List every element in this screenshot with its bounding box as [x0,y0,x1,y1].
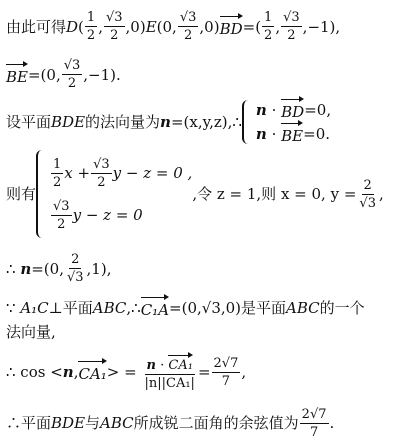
vector-n: n [255,125,267,143]
frac-den: 7 [221,373,231,389]
fraction [357,178,378,211]
fraction [300,407,329,440]
text: y − z = 0 , [112,164,193,182]
brace-symbol [36,150,46,238]
text: x + [64,164,91,182]
fraction [212,356,241,389]
text: ,令 z = 1,则 x = 0, y = [192,185,357,203]
fraction [85,10,97,43]
text: 设平面 [6,113,52,131]
frac-num: √3 [105,10,123,25]
text: , [73,363,79,381]
vector-BE: BE [281,122,303,146]
text: . [329,414,335,432]
frac-num: √3 [93,156,110,172]
paren: ( [78,17,84,36]
vector-BD: BD [220,15,243,39]
text: 则有 [6,185,37,203]
fraction [51,199,72,232]
frac-den: 2 [53,174,62,190]
text: ∴ cos < [6,363,63,381]
text: 的法向量为 [85,113,161,131]
equation-system [50,152,192,236]
text: = [197,363,211,381]
fraction [281,10,302,43]
plane-name: BDE [51,113,86,131]
text: 与 [85,414,101,432]
point-E: E [145,17,157,36]
text: ⊥平面 [48,299,93,317]
equation-system [256,98,331,146]
frac-num: 2 [363,177,372,193]
text: ∵ [6,299,16,317]
text: =0, [304,101,332,119]
frac-den: 2 [97,174,106,190]
line-normal-vector-word [6,322,410,342]
vector-CA1: CA₁ [78,360,106,384]
line-system-solve [6,150,410,238]
vector-BE: BE [6,63,28,87]
text-lead: 由此可得 [6,17,67,36]
frac-den: 2 [110,28,119,43]
text: ,−1). [83,65,121,84]
vector-n: n [20,259,32,278]
text: 法向量, [6,323,56,341]
frac-den: 2 [287,28,296,43]
frac-num: 2√7 [301,406,327,422]
vector-n: n [255,101,267,119]
frac-den: 2 [264,28,273,43]
fraction [91,157,112,190]
plane-name: ABC [286,299,320,317]
frac-den: 2 [67,76,77,91]
frac-den: 7 [309,424,319,440]
line-normal-vector [6,100,410,144]
text: ∴平面 [6,414,52,432]
frac-num [145,354,195,375]
text: ,0) [199,17,220,36]
line-n-result [6,252,410,285]
text: =(0,√3,0)是平面 [169,299,287,317]
line-coordinates-D-E-BD: 由此可得 D ( $\frac{1}{2}$ , $\frac{√3}{2}$ ,0) E (0, $\frac{√3}{2}$ ,0) BD =( $\frac{1}{2}$ , $\frac{√3}{2}$ ,−1), [6,10,341,43]
fraction [104,10,125,43]
frac-den: √3 [66,270,84,285]
fraction [65,252,86,285]
fraction [142,354,196,391]
frac-den: √3 [359,195,376,211]
text: ,0) [125,17,146,36]
equation-row [50,194,192,236]
frac-den: |n||CA₁| [144,375,195,391]
frac-den: 2 [57,216,66,232]
equation-row [256,98,331,122]
frac-den: 2 [183,28,193,43]
text: ∴ [6,259,16,278]
frac-num: √3 [53,198,70,214]
text: y − z = 0 [72,206,143,224]
dot: · [271,125,277,143]
text: > = [106,363,137,381]
vector-n: n [146,357,156,373]
vector-n: n [62,363,74,381]
vector-C1A: C₁A [141,296,169,320]
frac-num: 1 [86,10,96,25]
text: , [241,363,247,381]
equation-row [256,122,331,146]
text: ,1), [86,259,112,278]
vector-BD: BD [281,98,304,122]
dot: · [271,101,277,119]
line-perpendicular [6,296,410,320]
plane-name: BDE [51,414,86,432]
text: =(x,y,z),∴ [170,113,242,131]
vector-n: n [160,113,171,131]
fraction [62,58,83,91]
text: ,−1), [302,17,341,36]
line-BE [6,58,410,91]
vector-CA1: CA₁ [168,354,193,373]
frac-num: √3 [179,10,197,25]
text: =( [242,17,262,36]
text: 的一个 [319,299,365,317]
frac-num: 2√7 [213,355,239,371]
text: (0, [156,17,177,36]
text: , [378,185,384,203]
dot: · [160,357,165,373]
frac-num: 2 [71,252,80,267]
text: ,∴ [126,299,141,317]
line-conclusion [6,408,410,438]
frac-den: 2 [86,28,96,43]
text: =(0, [27,65,61,84]
frac-num: 1 [264,10,273,25]
text: =0. [303,125,331,143]
point-D: D [66,17,79,36]
frac-num: 1 [53,156,62,172]
fraction [178,10,199,43]
fraction [262,10,274,43]
plane-name: ABC [92,299,127,317]
frac-num: √3 [63,58,81,73]
brace-symbol [242,100,252,144]
frac-num: √3 [283,10,300,25]
line-A1C: A₁C [20,299,49,317]
line-cosine [6,352,410,392]
equation-row [50,152,192,194]
fraction [51,157,63,190]
text: =(0, [31,259,64,278]
text: 所成锐二面角的余弦值为 [133,414,299,432]
plane-name: ABC [100,414,134,432]
